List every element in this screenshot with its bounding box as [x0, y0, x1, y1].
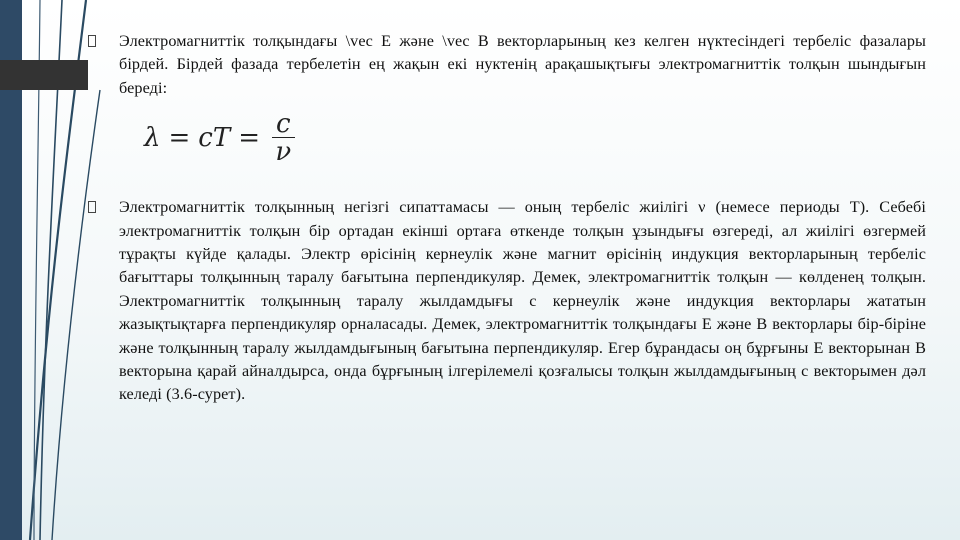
- title-tab-bar: [0, 60, 88, 90]
- bullet-item-1: [88, 30, 926, 100]
- formula-equals-1: =: [168, 123, 191, 154]
- wavelength-formula: [144, 108, 926, 168]
- formula-numerator: c: [272, 111, 295, 138]
- formula-ct: cT: [198, 123, 231, 154]
- formula-fraction: [272, 108, 295, 167]
- formula-lambda: λ: [144, 123, 161, 154]
- slide-content: [88, 30, 926, 407]
- bullet-square-icon: [88, 201, 96, 213]
- bullet-square-icon: [88, 35, 96, 47]
- bullet-item-2: [88, 196, 926, 407]
- formula-equals-2: =: [238, 123, 260, 154]
- formula-denominator: ν: [275, 136, 292, 167]
- bullet-text-1: Электромагниттік толқындағы \vec E және \vec B векторларының кез келген нүктесіндегі тербеліс фазалары бірдей. Бірдей фазада тербелетін ең жақын екі нуктенің арақашықтығы электромагниттік толқын шындығын береді:: [119, 32, 926, 97]
- bullet-text-2: Электромагниттік толқынның негізгі сипаттамасы — оның тербеліс жиілігі ν (немесе периоды Т). Себебі электромагниттік толқын бір ортадан екінші ортаға өткенде толқын ұзындығы өзгереді, ал жиілігі өзгермей тұрақты күйде қалады. Электр өрісінің кернеулік және магнит өрісінің индукция векторларының тербеліс бағыттары толқынның таралу бағытына перпендикуляр. Демек, электромагниттік толқын — көлденең толқын. Электромагниттік толқынның таралу жылдамдығы c кернеулік және индукция векторлары жататын жазықтықтарға перпендикуляр орналасады. Демек, электромагниттік толқындағы Е және В векторлары бір-біріне және толқынның таралу жылдамдығының бағытына перпендикуляр. Егер бұрандасы оң бұрғыны Е векторынан В векторына қарай айналдырса, онда бұрғының ілгерілемелі қозғалысы толқын жылдамдығының c векторымен дәл келеді (3.6-сурет).: [119, 198, 926, 404]
